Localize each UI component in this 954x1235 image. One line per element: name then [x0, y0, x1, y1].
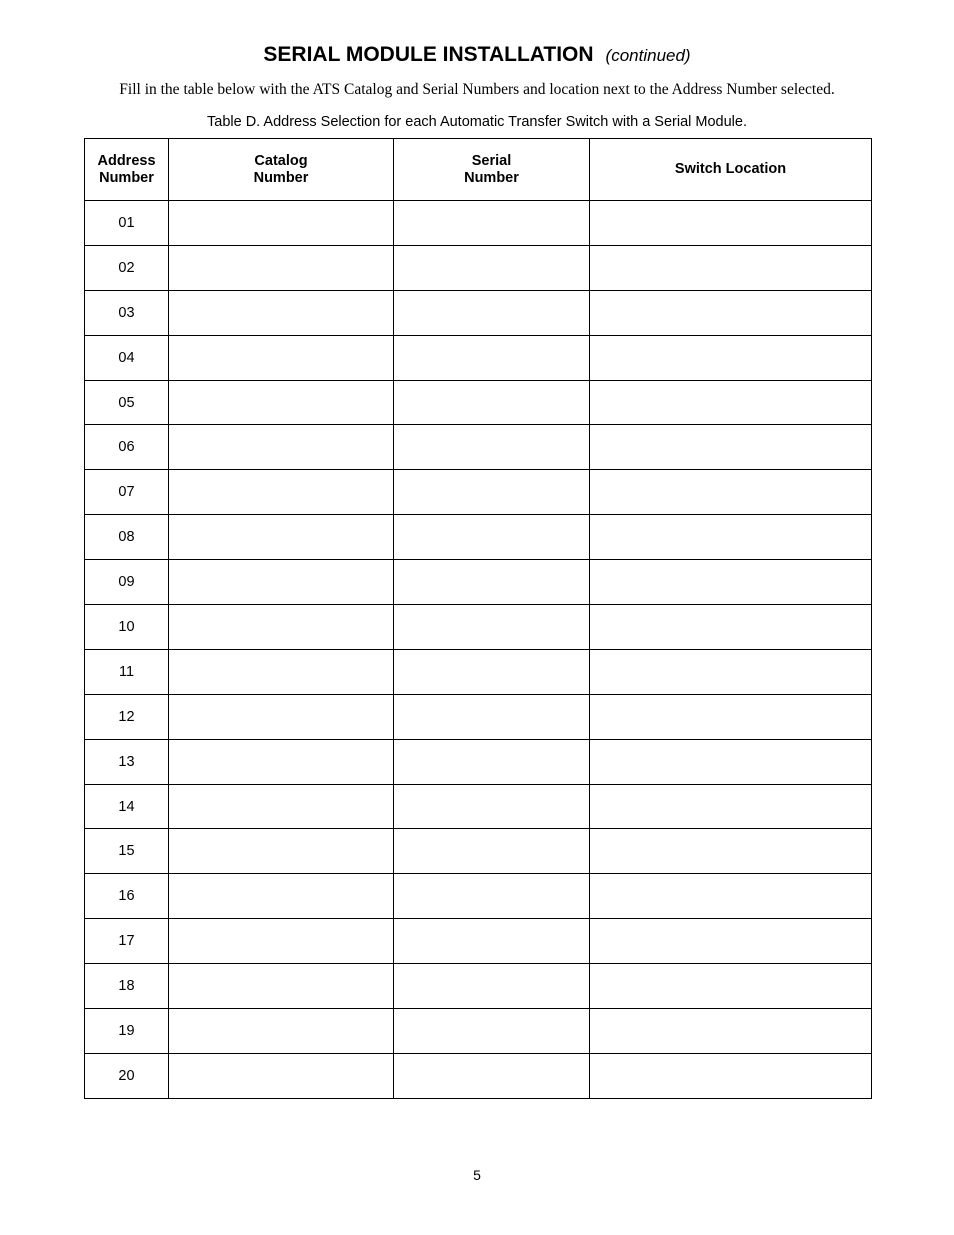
address-number-cell: 20 — [85, 1053, 169, 1098]
switch-location-cell — [590, 964, 872, 1009]
switch-location-cell — [590, 694, 872, 739]
serial-number-cell — [394, 560, 590, 605]
switch-location-cell — [590, 874, 872, 919]
address-number-cell: 17 — [85, 919, 169, 964]
header-address-number: Address Number — [85, 139, 169, 201]
address-number-cell: 13 — [85, 739, 169, 784]
page-title — [0, 40, 954, 71]
switch-location-cell — [590, 470, 872, 515]
switch-location-cell — [590, 515, 872, 560]
address-number-cell: 02 — [85, 245, 169, 290]
catalog-number-cell — [169, 694, 394, 739]
serial-number-cell — [394, 739, 590, 784]
table-row — [85, 964, 872, 1009]
catalog-number-cell — [169, 1009, 394, 1054]
catalog-number-cell — [169, 470, 394, 515]
table-caption: Table D. Address Selection for each Automatic Transfer Switch with a Serial Module. — [207, 114, 747, 130]
serial-number-cell — [394, 470, 590, 515]
switch-location-cell — [590, 829, 872, 874]
table-row — [85, 919, 872, 964]
table-row — [85, 694, 872, 739]
address-number-cell: 03 — [85, 290, 169, 335]
serial-number-cell — [394, 829, 590, 874]
serial-number-cell — [394, 694, 590, 739]
serial-number-cell — [394, 919, 590, 964]
address-number-cell: 18 — [85, 964, 169, 1009]
serial-number-cell — [394, 874, 590, 919]
page-title-text: SERIAL MODULE INSTALLATION — [263, 43, 594, 66]
address-number-cell: 06 — [85, 425, 169, 470]
switch-location-cell — [590, 560, 872, 605]
table-row — [85, 874, 872, 919]
table-body — [85, 201, 872, 1099]
switch-location-cell — [590, 380, 872, 425]
serial-number-cell — [394, 649, 590, 694]
address-number-cell: 04 — [85, 335, 169, 380]
header-catalog-number: Catalog Number — [169, 139, 394, 201]
switch-location-cell — [590, 919, 872, 964]
address-number-cell: 14 — [85, 784, 169, 829]
address-number-cell: 15 — [85, 829, 169, 874]
catalog-number-cell — [169, 1053, 394, 1098]
table-row — [85, 515, 872, 560]
switch-location-cell — [590, 649, 872, 694]
switch-location-cell — [590, 335, 872, 380]
address-number-cell: 16 — [85, 874, 169, 919]
catalog-number-cell — [169, 380, 394, 425]
table-row — [85, 470, 872, 515]
serial-number-cell — [394, 515, 590, 560]
table-row — [85, 201, 872, 246]
serial-number-cell — [394, 784, 590, 829]
serial-number-cell — [394, 1009, 590, 1054]
serial-number-cell — [394, 380, 590, 425]
address-number-cell: 09 — [85, 560, 169, 605]
table-header-row — [85, 139, 872, 201]
switch-location-cell — [590, 201, 872, 246]
serial-number-cell — [394, 245, 590, 290]
catalog-number-cell — [169, 560, 394, 605]
catalog-number-cell — [169, 649, 394, 694]
serial-number-cell — [394, 335, 590, 380]
serial-number-cell — [394, 1053, 590, 1098]
table-row — [85, 649, 872, 694]
address-number-cell: 10 — [85, 605, 169, 650]
page-title-suffix: (continued) — [605, 46, 691, 65]
instructions-text: Fill in the table below with the ATS Catalog and Serial Numbers and location next to the Address Number selected. — [119, 81, 835, 98]
switch-location-cell — [590, 1053, 872, 1098]
catalog-number-cell — [169, 245, 394, 290]
table-row — [85, 784, 872, 829]
serial-number-cell — [394, 964, 590, 1009]
switch-location-cell — [590, 425, 872, 470]
serial-number-cell — [394, 201, 590, 246]
table-row — [85, 739, 872, 784]
address-number-cell: 19 — [85, 1009, 169, 1054]
header-serial-number: Serial Number — [394, 139, 590, 201]
switch-location-cell — [590, 784, 872, 829]
switch-location-cell — [590, 739, 872, 784]
switch-location-cell — [590, 605, 872, 650]
catalog-number-cell — [169, 784, 394, 829]
header-switch-location: Switch Location — [590, 139, 872, 201]
catalog-number-cell — [169, 425, 394, 470]
address-selection-table — [84, 138, 872, 1099]
switch-location-cell — [590, 1009, 872, 1054]
address-number-cell: 01 — [85, 201, 169, 246]
table-row — [85, 425, 872, 470]
switch-location-cell — [590, 245, 872, 290]
catalog-number-cell — [169, 964, 394, 1009]
catalog-number-cell — [169, 919, 394, 964]
table-row — [85, 245, 872, 290]
serial-number-cell — [394, 425, 590, 470]
address-number-cell: 07 — [85, 470, 169, 515]
table-row — [85, 829, 872, 874]
address-number-cell: 05 — [85, 380, 169, 425]
catalog-number-cell — [169, 605, 394, 650]
catalog-number-cell — [169, 739, 394, 784]
catalog-number-cell — [169, 515, 394, 560]
catalog-number-cell — [169, 874, 394, 919]
serial-number-cell — [394, 290, 590, 335]
table-row — [85, 335, 872, 380]
address-number-cell: 08 — [85, 515, 169, 560]
catalog-number-cell — [169, 335, 394, 380]
switch-location-cell — [590, 290, 872, 335]
table-row — [85, 290, 872, 335]
catalog-number-cell — [169, 290, 394, 335]
table-row — [85, 1009, 872, 1054]
address-number-cell: 12 — [85, 694, 169, 739]
table-row — [85, 560, 872, 605]
serial-number-cell — [394, 605, 590, 650]
address-number-cell: 11 — [85, 649, 169, 694]
table-row — [85, 1053, 872, 1098]
table-row — [85, 380, 872, 425]
page-number: 5 — [473, 1167, 481, 1183]
table-row — [85, 605, 872, 650]
catalog-number-cell — [169, 201, 394, 246]
catalog-number-cell — [169, 829, 394, 874]
